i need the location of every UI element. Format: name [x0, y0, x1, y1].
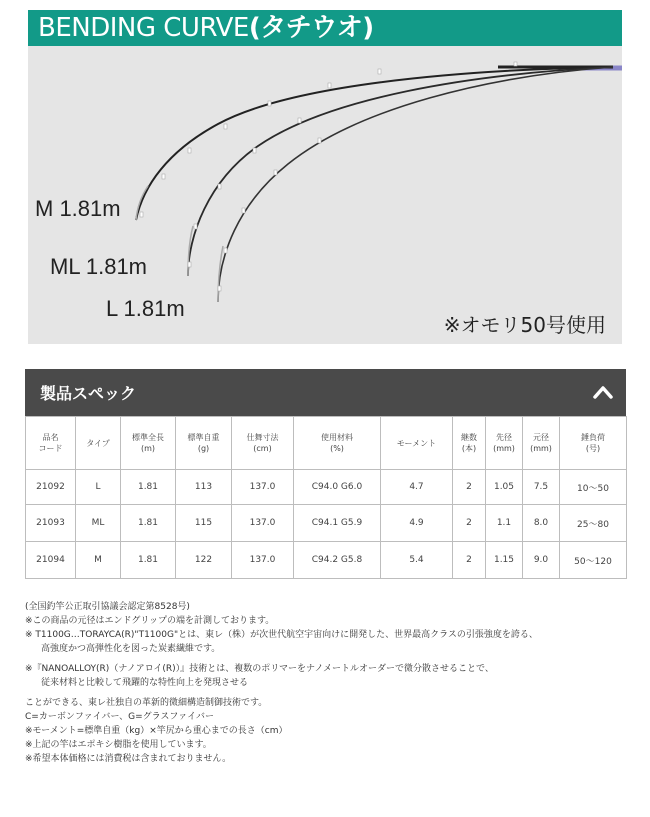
cell-sinker-load: 25～80 — [560, 505, 627, 542]
cell-tip-diameter: 1.1 — [486, 505, 523, 542]
cell-material: C94.0 G6.0 — [294, 470, 381, 505]
column-header-material: 使用材料 (%) — [294, 417, 381, 470]
column-header-pieces: 継数 (本) — [453, 417, 486, 470]
note-nanoalloy-end: ことができる、東レ社独自の革新的微細構造制御技術です。 — [25, 698, 268, 708]
weight-note: ※オモリ50号使用 — [443, 313, 606, 337]
note-nanoalloy-cont: 従来材料と比較して飛躍的な特性向上を発現させる — [41, 678, 249, 688]
spec-title: 製品スペック — [40, 384, 137, 403]
cell-butt-diameter: 7.5 — [523, 470, 560, 505]
spec-accordion-header[interactable] — [25, 369, 626, 416]
curve-ml — [188, 67, 613, 276]
bending-curve-title-suffix: (タチウオ) — [248, 13, 374, 43]
cell-material: C94.1 G5.9 — [294, 505, 381, 542]
curve-m — [136, 67, 613, 220]
column-header-length: 標準全長 (m) — [121, 417, 176, 470]
table-row — [26, 505, 627, 542]
cell-pieces: 2 — [453, 542, 486, 579]
table-row — [26, 470, 627, 505]
cell-moment: 4.9 — [381, 505, 453, 542]
note-t1100g-cont: 高強度かつ高弾性化を図った炭素繊維です。 — [41, 644, 221, 654]
table-row — [26, 542, 627, 579]
cell-tip-diameter: 1.15 — [486, 542, 523, 579]
cell-sinker-load: 10～50 — [560, 470, 627, 505]
note-materials: C=カーボンファイバー、G=グラスファイバー — [25, 712, 214, 722]
cell-pieces: 2 — [453, 470, 486, 505]
cell-type: L — [76, 470, 121, 505]
bending-curve-title: BENDING CURVE — [38, 13, 249, 43]
column-header-type: タイプ — [76, 417, 121, 470]
cell-moment: 5.4 — [381, 542, 453, 579]
column-header-tip-diameter: 先径 (mm) — [486, 417, 523, 470]
cell-length: 1.81 — [121, 542, 176, 579]
note-butt-diameter: ※この商品の元径はエンドグリップの端を計測しております。 — [25, 616, 275, 626]
spec-notes — [25, 600, 626, 766]
cell-closed-length: 137.0 — [232, 542, 294, 579]
note-t1100g: ※ T1100G…TORAYCA(R)"T1100G"とは、東レ（株）が次世代航空宇宙向けに開発した、世界最高クラスの引張強度を誇る、 — [25, 630, 538, 640]
cell-material: C94.2 G5.8 — [294, 542, 381, 579]
cell-tip-diameter: 1.05 — [486, 470, 523, 505]
cell-code: 21094 — [26, 542, 76, 579]
cell-sinker-load: 50～120 — [560, 542, 627, 579]
column-header-sinker-load: 錘負荷 (号) — [560, 417, 627, 470]
cell-closed-length: 137.0 — [232, 470, 294, 505]
cell-moment: 4.7 — [381, 470, 453, 505]
note-tax: ※希望本体価格には消費税は含まれておりません。 — [25, 754, 232, 764]
column-header-closed-length: 仕舞寸法 (cm) — [232, 417, 294, 470]
curve-label-ml: ML 1.81m — [50, 254, 148, 279]
note-nanoalloy: ※『NANOALLOY(R)（ナノアロイ(R)）』技術とは、複数のポリマーをナノメートルオーダーで微分散させることで、 — [25, 664, 494, 674]
cell-closed-length: 137.0 — [232, 505, 294, 542]
cell-type: M — [76, 542, 121, 579]
cell-weight: 122 — [176, 542, 232, 579]
cell-code: 21092 — [26, 470, 76, 505]
note-moment: ※モーメント=標準自重（kg）×竿尻から重心までの長さ（cm） — [25, 726, 288, 736]
cell-length: 1.81 — [121, 505, 176, 542]
cell-butt-diameter: 8.0 — [523, 505, 560, 542]
cell-butt-diameter: 9.0 — [523, 542, 560, 579]
cell-weight: 115 — [176, 505, 232, 542]
rod-guides — [140, 62, 517, 291]
curve-label-l: L 1.81m — [106, 296, 185, 321]
note-certification: (全国釣竿公正取引協議会認定第8528号) — [25, 602, 190, 612]
cell-code: 21093 — [26, 505, 76, 542]
cell-length: 1.81 — [121, 470, 176, 505]
cell-type: ML — [76, 505, 121, 542]
column-header-moment: モーメント — [381, 417, 453, 470]
bending-curve-panel — [28, 10, 622, 344]
column-header-weight: 標準自重 (g) — [176, 417, 232, 470]
cell-pieces: 2 — [453, 505, 486, 542]
spec-table-header-row — [26, 417, 627, 470]
note-epoxy: ※上記の竿はエポキシ樹脂を使用しています。 — [25, 740, 212, 750]
cell-weight: 113 — [176, 470, 232, 505]
column-header-butt-diameter: 元径 (mm) — [523, 417, 560, 470]
spec-table — [25, 416, 627, 579]
column-header-code: 品名 コード — [26, 417, 76, 470]
bending-curve-header — [28, 10, 622, 46]
curve-label-m: M 1.81m — [35, 196, 121, 221]
chevron-up-icon[interactable] — [592, 382, 614, 402]
